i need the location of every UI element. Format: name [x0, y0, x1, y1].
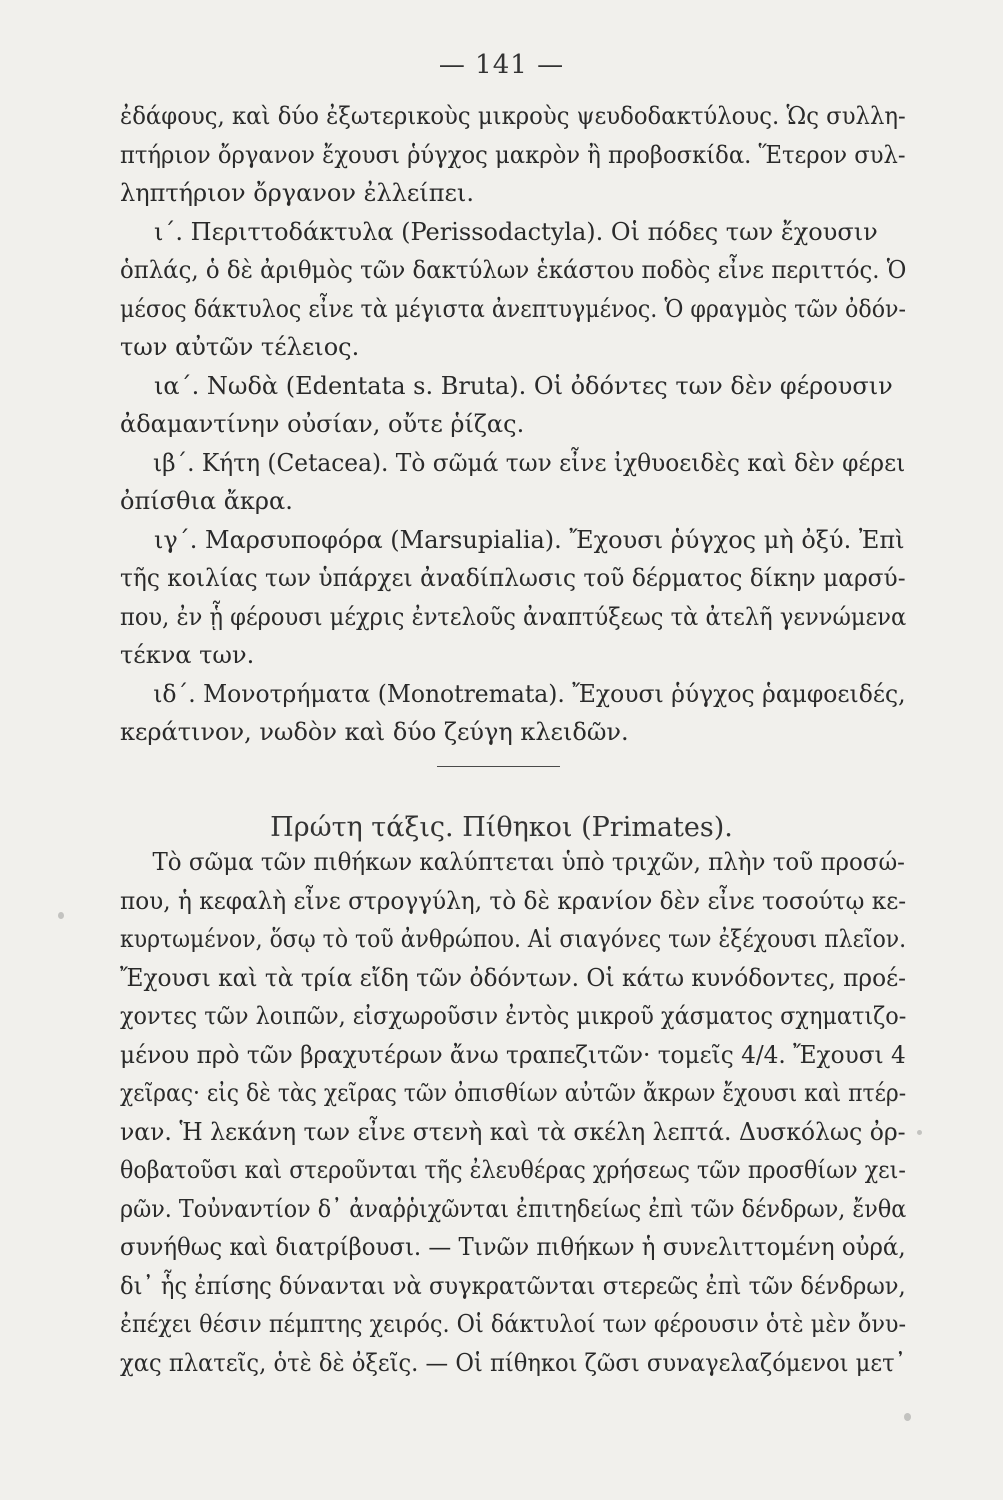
- text-line: θοβατοῦσι καὶ στεροῦνται τῆς ἐλευθέρας χρήσεως τῶν προσθίων χει-: [120, 1156, 906, 1184]
- text-line: τῆς κοιλίας των ὑπάρχει ἀναδίπλωσις τοῦ δέρματος δίκην μαρσύ-: [120, 564, 906, 592]
- text-line: ὀπίσθια ἄκρα.: [120, 487, 293, 515]
- text-line: ιγ΄. Μαρσυποφόρα (Marsupialia). Ἔχουσι ῥύγχος μὴ ὀξύ. Ἐπὶ: [154, 525, 905, 554]
- text-line: ληπτήριον ὄργανον ἐλλείπει.: [120, 179, 474, 207]
- text-line: δι᾽ ἧς ἐπίσης δύνανται νὰ συγκρατῶνται στερεῶς ἐπὶ τῶν δένδρων,: [120, 1271, 906, 1300]
- text-line: ιδ΄. Μονοτρήματα (Monotremata). Ἔχουσι ῥύγχος ῥαμφοειδές,: [153, 679, 906, 708]
- text-line: ιβ΄. Κήτη (Cetacea). Τὸ σῶμά των εἶνε ἰχθυοειδὲς καὶ δὲν φέρει: [152, 448, 906, 477]
- text-line: μέσος δάκτυλος εἶνε τὰ μέγιστα ἀνεπτυγμένος. Ὁ φραγμὸς τῶν ὀδόν-: [120, 294, 906, 323]
- text-line: κυρτωμένον, ὅσῳ τὸ τοῦ ἀνθρώπου. Αἱ σιαγόνες των ἐξέχουσι πλεῖον.: [120, 925, 907, 953]
- text-line: ἐδάφους, καὶ δύο ἐξωτερικοὺς μικροὺς ψευδοδακτύλους. Ὡς συλλη-: [120, 102, 906, 130]
- text-line: ια΄. Νωδὰ (Edentata s. Bruta). Οἱ ὀδόντες των δὲν φέρουσιν: [154, 371, 893, 400]
- text-line: ναν. Ἡ λεκάνη των εἶνε στενὴ καὶ τὰ σκέλη λεπτά. Δυσκόλως ὀρ-: [120, 1117, 906, 1146]
- text-line: κεράτινον, νωδὸν καὶ δύο ζεύγη κλειδῶν.: [120, 718, 629, 746]
- section-divider: [437, 766, 560, 767]
- paper-speck: [58, 912, 64, 919]
- section-heading: Πρώτη τάξις. Πίθηκοι (Primates).: [270, 812, 733, 843]
- text-line: Τὸ σῶμα τῶν πιθήκων καλύπτεται ὑπὸ τριχῶν, πλὴν τοῦ προσώ-: [152, 848, 905, 876]
- page-number: — 141 —: [438, 50, 565, 80]
- primates-text: [120, 843, 906, 1382]
- text-line: ἐπέχει θέσιν πέμπτης χειρός. Οἱ δάκτυλοί των φέρουσιν ὁτὲ μὲν ὄνυ-: [120, 1310, 907, 1338]
- classification-text: [120, 97, 906, 752]
- text-line: χοντες τῶν λοιπῶν, εἰσχωροῦσιν ἐντὸς μικροῦ χάσματος σχηματιζο-: [120, 1002, 907, 1030]
- text-line: χεῖρας· εἰς δὲ τὰς χεῖρας τῶν ὀπισθίων αὐτῶν ἄκρων ἔχουσι καὶ πτέρ-: [120, 1079, 907, 1107]
- text-line: που, ἐν ᾗ φέρουσι μέχρις ἐντελοῦς ἀναπτύξεως τὰ ἀτελῆ γεννώμενα: [120, 602, 907, 631]
- paper-speck: [917, 1130, 922, 1135]
- text-line: ρῶν. Τοὐναντίον δ᾽ ἀναῤῥιχῶνται ἐπιτηδείως ἐπὶ τῶν δένδρων, ἔνθα: [120, 1194, 907, 1223]
- text-line: χας πλατεῖς, ὁτὲ δὲ ὀξεῖς. — Οἱ πίθηκοι ζῶσι συναγελαζόμενοι μετ᾽: [120, 1348, 906, 1377]
- text-line: συνήθως καὶ διατρίβουσι. — Τινῶν πιθήκων ἡ συνελιττομένη οὐρά,: [120, 1233, 906, 1261]
- text-line: ὁπλάς, ὁ δὲ ἀριθμὸς τῶν δακτύλων ἑκάστου ποδὸς εἶνε περιττός. Ὁ: [120, 256, 907, 284]
- text-line: πτήριον ὄργανον ἔχουσι ῥύγχος μακρὸν ἢ προβοσκίδα. Ἕτερον συλ-: [120, 140, 906, 169]
- text-line: ι΄. Περιττοδάκτυλα (Perissodactyla). Οἱ πόδες των ἔχουσιν: [154, 217, 878, 246]
- text-line: Ἔχουσι καὶ τὰ τρία εἴδη τῶν ὀδόντων. Οἱ κάτω κυνόδοντες, προέ-: [120, 963, 907, 992]
- text-line: ἀδαμαντίνην οὐσίαν, οὔτε ῥίζας.: [120, 410, 525, 438]
- text-line: των αὐτῶν τέλειος.: [120, 333, 360, 361]
- paper-speck: [904, 1413, 911, 1421]
- text-line: τέκνα των.: [120, 641, 255, 669]
- text-line: μένου πρὸ τῶν βραχυτέρων ἄνω τραπεζιτῶν· τομεῖς 4/4. Ἔχουσι 4: [120, 1040, 906, 1069]
- text-line: που, ἡ κεφαλὴ εἶνε στρογγύλη, τὸ δὲ κρανίον δὲν εἶνε τοσούτῳ κε-: [120, 886, 907, 915]
